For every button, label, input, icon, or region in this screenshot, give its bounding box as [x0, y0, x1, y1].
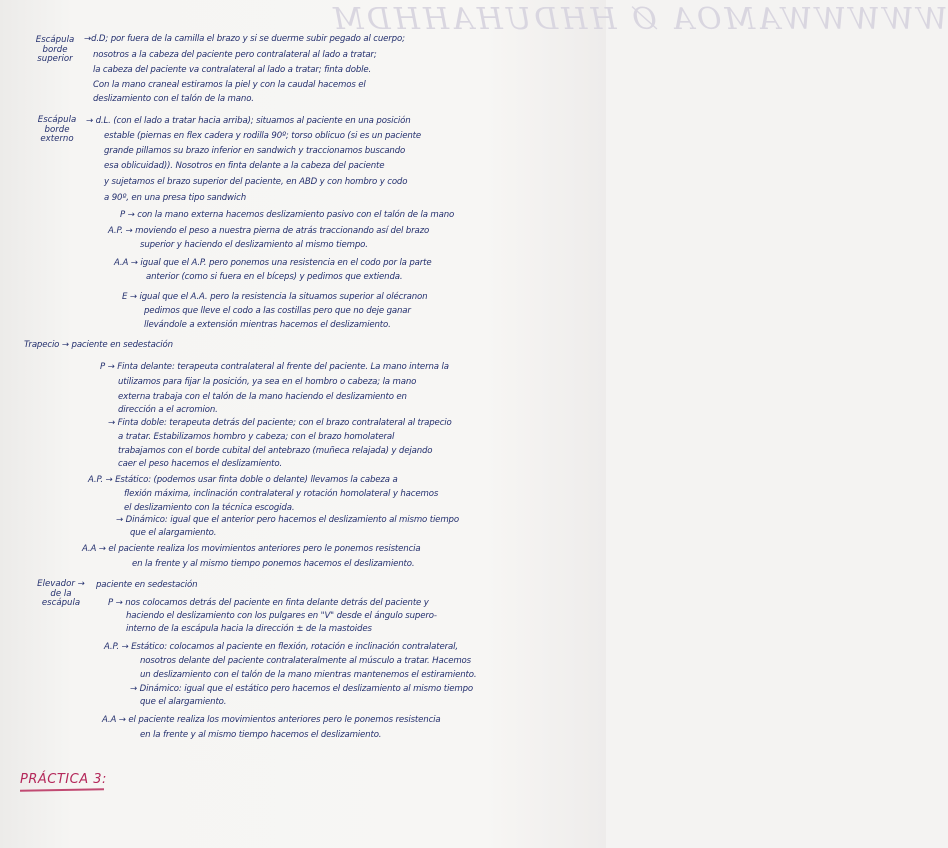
text-line: dirección a el acromion. — [118, 405, 218, 415]
item-ap-cont: superior y haciendo el deslizamiento al mismo tiempo. — [140, 240, 368, 250]
text-line: →d.D; por fuera de la camilla el brazo y si se duerme subir pegado al cuerpo; — [84, 34, 405, 44]
text-line: caer el peso hacemos el deslizamiento. — [118, 459, 283, 469]
text-line: flexión máxima, inclinación contralateral y rotación homolateral y hacemos — [124, 489, 439, 499]
label-line: de la — [50, 588, 72, 599]
text-line: la cabeza del paciente va contralateral al lado a tratar; finta doble. — [93, 65, 372, 75]
text-line: que el alargamiento. — [140, 697, 227, 707]
text-line: a tratar. Estabilizamos hombro y cabeza; con el brazo homolateral — [118, 432, 395, 442]
label-line: Elevador → — [37, 579, 85, 589]
text-line: un deslizamiento con el talón de la mano mientras mantenemos el estiramiento. — [140, 670, 477, 680]
text-line: que el alargamiento. — [130, 528, 217, 538]
text-line: → Finta doble: terapeuta detrás del paciente; con el brazo contralateral al trapecio — [108, 418, 452, 428]
label-line: externo — [40, 134, 74, 144]
label-line: borde — [42, 44, 68, 55]
item-aa-cont: anterior (como si fuera en el bíceps) y pedimos que extienda. — [146, 272, 403, 282]
section-header-trapecio: Trapecio → paciente en sedestación — [24, 340, 173, 350]
text-line: → Dinámico: igual que el anterior pero hacemos el deslizamiento al mismo tiempo — [116, 515, 459, 525]
label-line: superior — [37, 54, 73, 64]
text-line: → d.L. (con el lado a tratar hacia arriba); situamos al paciente en una posición — [86, 116, 411, 126]
text-line: y sujetamos el brazo superior del paciente, en ABD y con hombro y codo — [104, 177, 408, 187]
bleed-through-text: WWWWWAMOA Ø HHDUHAHHDM — [330, 2, 948, 37]
header-suffix: paciente en sedestación — [96, 580, 198, 590]
label-line: borde — [44, 124, 70, 135]
text-line: en la frente y al mismo tiempo hacemos el deslizamiento. — [140, 730, 382, 740]
text-line: A.P. → Estático: (podemos usar finta doble o delante) llevamos la cabeza a — [88, 475, 398, 485]
text-line: A.A → el paciente realiza los movimientos anteriores pero le ponemos resistencia — [102, 715, 441, 725]
text-line: Con la mano craneal estiramos la piel y con la caudal hacemos el — [93, 80, 366, 90]
text-line: a 90º, en una presa tipo sandwich — [104, 193, 247, 203]
text-line: utilizamos para fijar la posición, ya sea en el hombro o cabeza; la mano — [118, 377, 417, 387]
text-line: haciendo el deslizamiento con los pulgares en "V" desde el ángulo supero- — [126, 611, 437, 621]
text-line: deslizamiento con el talón de la mano. — [93, 94, 254, 104]
text-line: A.P. → Estático: colocamos al paciente en flexión, rotación e inclinación contralateral, — [104, 642, 458, 652]
item-e-cont: pedimos que lleve el codo a las costillas pero que no deje ganar — [144, 306, 411, 316]
practice-title: PRÁCTICA 3: — [20, 772, 107, 787]
text-line: esa oblicuidad)). Nosotros en finta delante a la cabeza del paciente — [104, 161, 385, 171]
text-line: el deslizamiento con la técnica escogida. — [124, 503, 295, 513]
text-line: estable (piernas en flex cadera y rodilla 90º; torso oblicuo (si es un paciente — [104, 131, 422, 141]
text-line: trabajamos con el borde cubital del antebrazo (muñeca relajada) y dejando — [118, 446, 433, 456]
section-label-escapula-externo — [26, 116, 88, 145]
section-label-elevador — [26, 580, 96, 609]
text-line: → Dinámico: igual que el estático pero hacemos el deslizamiento al mismo tiempo — [130, 684, 474, 694]
text-line: P → nos colocamos detrás del paciente en finta delante detrás del paciente y — [108, 598, 429, 608]
text-line: en la frente y al mismo tiempo ponemos hacemos el deslizamiento. — [132, 559, 415, 569]
text-line: interno de la escápula hacia la dirección ± de la mastoides — [126, 624, 372, 634]
label-line: Escápula — [37, 115, 77, 125]
item-e: E → igual que el A.A. pero la resistencia la situamos superior al olécranon — [122, 292, 428, 302]
text-line: P → Finta delante: terapeuta contralateral al frente del paciente. La mano interna la — [100, 362, 449, 372]
text-line: nosotros a la cabeza del paciente pero contralateral al lado a tratar; — [93, 50, 377, 60]
text-line: grande pillamos su brazo inferior en sandwich y traccionamos buscando — [104, 146, 406, 156]
text-line: A.A → el paciente realiza los movimientos anteriores pero le ponemos resistencia — [82, 544, 421, 554]
item-e-cont: llevándole a extensión mientras hacemos el deslizamiento. — [144, 320, 391, 330]
item-p: P → con la mano externa hacemos deslizamiento pasivo con el talón de la mano — [120, 210, 455, 220]
label-line: escápula — [41, 598, 81, 608]
label-line: Escápula — [35, 35, 75, 45]
text-line: externa trabaja con el talón de la mano haciendo el deslizamiento en — [118, 392, 407, 402]
text-line: nosotros delante del paciente contralateralmente al músculo a tratar. Hacemos — [140, 656, 471, 666]
item-aa: A.A → igual que el A.P. pero ponemos una resistencia en el codo por la parte — [114, 258, 432, 268]
item-ap: A.P. → moviendo el peso a nuestra pierna de atrás traccionando así del brazo — [108, 226, 430, 236]
section-label-escapula-superior — [24, 36, 86, 65]
